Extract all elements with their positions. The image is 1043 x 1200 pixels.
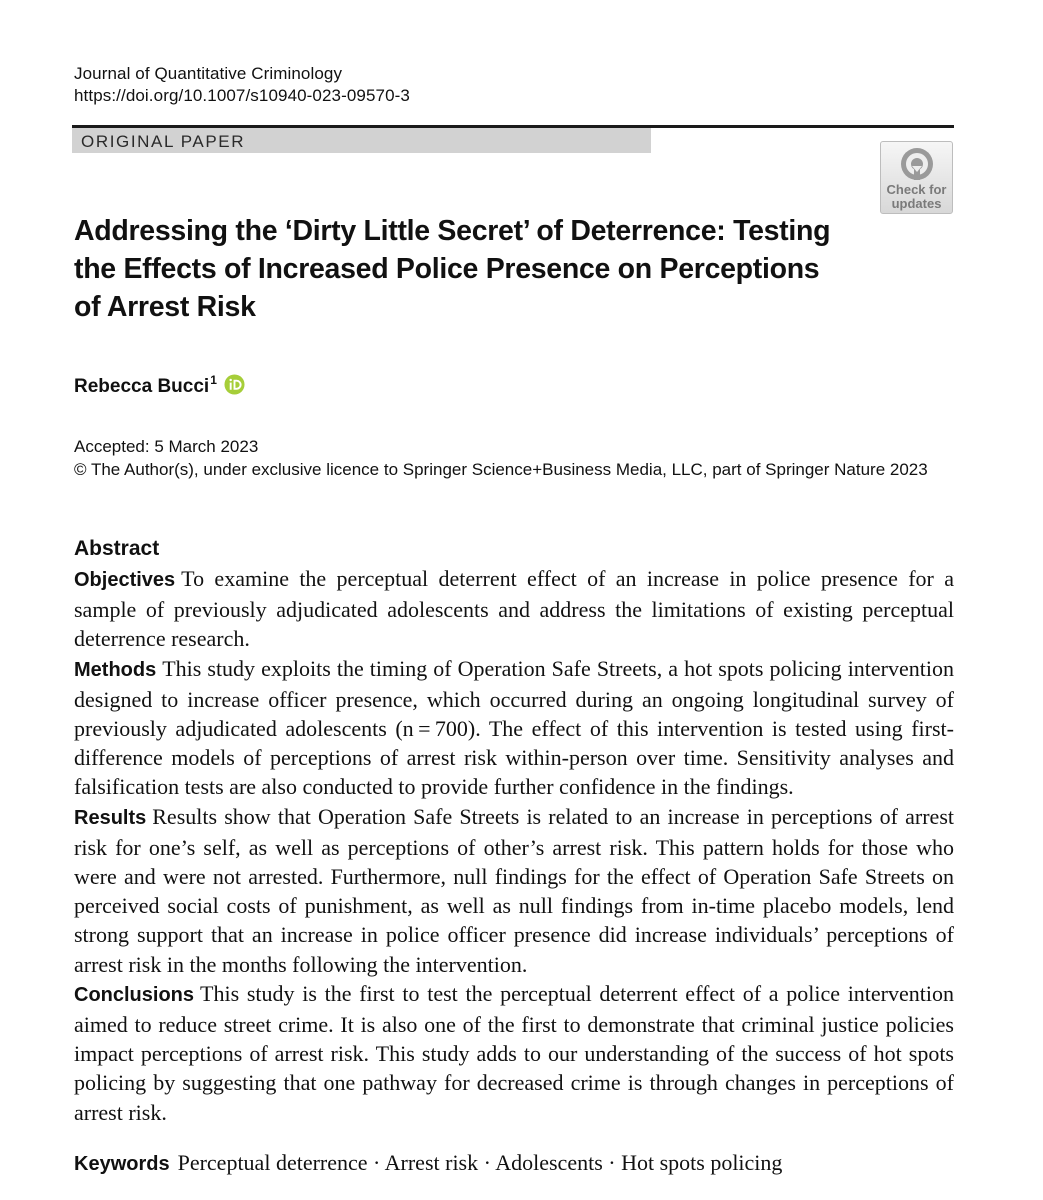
check-for-updates-line2: updates — [891, 196, 942, 211]
publication-dates — [74, 435, 928, 481]
crossmark-icon — [899, 146, 935, 182]
copyright-notice: © The Author(s), under exclusive licence to Springer Science+Business Media, LLC, part of Springer Nature 2023 — [74, 460, 928, 479]
accepted-date: Accepted: 5 March 2023 — [74, 437, 259, 456]
objectives-label: Objectives — [74, 569, 176, 591]
results-text: Results show that Operation Safe Streets is related to an increase in perceptions of arrest risk for one’s self, as well as perceptions of other’s arrest risk. This pattern holds for those who were and were not arrested. Furthermore, null findings for the effect of Operation Safe Streets on perceived social costs of punishment, as well as null findings from in-time placebo models, lend strong support that an increase in police officer presence did increase individuals’ perceptions of arrest risk in the months following the intervention. — [74, 803, 954, 977]
keywords-heading: Keywords — [74, 1153, 170, 1175]
methods-text: This study exploits the timing of Operation Safe Streets, a hot spots policing intervention designed to increase officer presence, which occurred during an ongoing longitudinal survey of previously adjudicated adolescents (n = 700). The effect of this intervention is tested using first-difference models of perceptions of arrest risk within-person over time. Sensitivity analyses and falsification tests are also conducted to provide further confidence in the findings. — [74, 655, 954, 800]
keywords — [74, 1148, 782, 1179]
affiliation-mark: 1 — [210, 373, 217, 387]
abstract-methods — [74, 654, 954, 802]
methods-label: Methods — [74, 658, 157, 681]
check-for-updates-button[interactable] — [880, 141, 953, 214]
abstract-objectives — [74, 564, 954, 654]
journal-name: Journal of Quantitative Criminology — [74, 64, 343, 83]
conclusions-label: Conclusions — [74, 983, 195, 1006]
doi-link[interactable]: https://doi.org/10.1007/s10940-023-09570-3 — [74, 86, 410, 105]
check-for-updates-label — [881, 183, 952, 211]
conclusions-text: This study is the first to test the perceptual deterrent effect of a police intervention aimed to reduce street crime. It is also one of the first to demonstrate that criminal justice policies impact perceptions of arrest risk. This study adds to our understanding of the success of hot spots policing by suggesting that one pathway for decreased crime is through changes in perceptions of arrest risk. — [74, 980, 954, 1125]
abstract-conclusions — [74, 979, 954, 1127]
check-for-updates-line1: Check for — [886, 182, 947, 197]
journal-info — [74, 63, 410, 107]
paper-title: Addressing the ‘Dirty Little Secret’ of Deterrence: Testing the Effects of Increased Police Presence on Perceptions of Arrest Risk — [74, 215, 831, 323]
author-line — [74, 367, 245, 400]
abstract-body — [74, 564, 954, 1127]
article-type-label: ORIGINAL PAPER — [81, 132, 246, 151]
orcid-icon[interactable] — [224, 374, 245, 395]
abstract-results — [74, 802, 954, 979]
objectives-text: To examine the perceptual deterrent effect of an increase in police presence for a sample of previously adjudicated adolescents and address the limitations of existing perceptual deterrence research. — [74, 566, 954, 652]
abstract-heading: Abstract — [74, 537, 160, 560]
results-label: Results — [74, 806, 147, 829]
keywords-list: Perceptual deterrence · Arrest risk · Adolescents · Hot spots policing — [177, 1150, 783, 1175]
author-name[interactable]: Rebecca Bucci — [74, 376, 210, 397]
